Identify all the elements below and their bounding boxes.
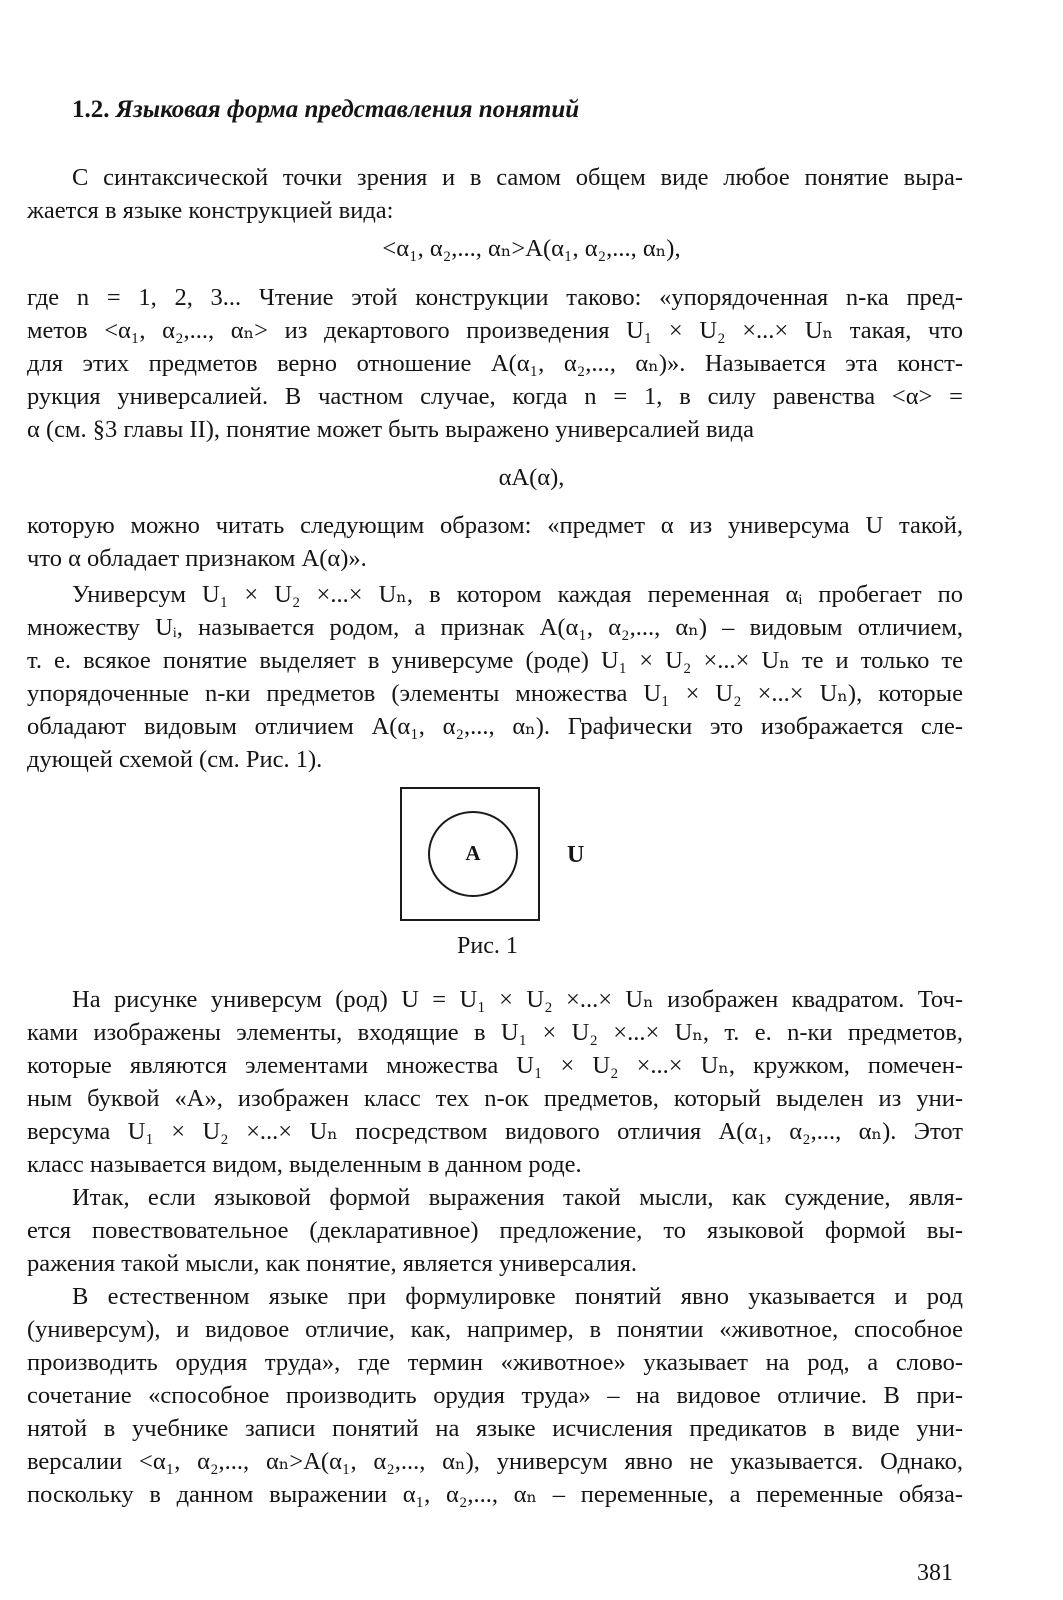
text-line: т. е. всякое понятие выделяет в универсуме (роде) U₁ × U₂ ×...× Uₙ те и только те — [27, 647, 963, 674]
text-line: В естественном языке при формулировке понятий явно указывается и род — [72, 1283, 963, 1310]
text-line: версалии <α₁, α₂,..., αₙ>A(α₁, α₂,..., αₙ), универсум явно не указывается. Однако, — [27, 1448, 963, 1475]
page-number: 381 — [917, 1560, 953, 1586]
text-line: рукция универсалией. В частном случае, когда n = 1, в силу равенства <α> = — [27, 383, 963, 410]
text-line: класс называется видом, выделенным в данном роде. — [27, 1151, 582, 1178]
text-line: (универсум), и видовое отличие, как, например, в понятии «животное, способное — [27, 1316, 963, 1343]
text-line: производить орудия труда», где термин «животное» указывает на род, а слово- — [27, 1349, 963, 1376]
section-number: 1.2. — [72, 96, 110, 123]
text-line: метов <α₁, α₂,..., αₙ> из декартового произведения U₁ × U₂ ×...× Uₙ такая, что — [27, 317, 963, 344]
text-line: поскольку в данном выражении α₁, α₂,..., αₙ – переменные, а переменные обяза- — [27, 1481, 963, 1508]
formula-single: αA(α), — [498, 464, 565, 491]
text-line: где n = 1, 2, 3... Чтение этой конструкции таково: «упорядоченная n-ка пред- — [27, 284, 963, 311]
text-line: дующей схемой (см. Рис. 1). — [27, 746, 323, 773]
text-line: которые являются элементами множества U₁ × U₂ ×...× Uₙ, кружком, помечен- — [27, 1052, 963, 1079]
figure-universe-square — [400, 787, 540, 921]
text-line: обладают видовым отличием A(α₁, α₂,..., αₙ). Графически это изображается сле- — [27, 713, 963, 740]
text-line: что α обладает признаком A(α)». — [27, 545, 367, 572]
text-line: для этих предметов верно отношение A(α₁, α₂,..., αₙ)». Называется эта конст- — [27, 350, 963, 377]
section-heading — [72, 96, 579, 124]
text-line: С синтаксической точки зрения и в самом общем виде любое понятие выра- — [72, 164, 963, 191]
text-line: сочетание «способное производить орудия труда» – на видовое отличие. В при- — [27, 1382, 963, 1409]
text-line: упорядоченные n-ки предметов (элементы множества U₁ × U₂ ×...× Uₙ), которые — [27, 680, 963, 707]
text-line: Итак, если языковой формой выражения такой мысли, как суждение, явля- — [72, 1184, 963, 1211]
text-line: которую можно читать следующим образом: «предмет α из универсума U такой, — [27, 512, 963, 539]
text-line: множеству Uᵢ, называется родом, а признак A(α₁, α₂,..., αₙ) – видовым отличием, — [27, 614, 963, 641]
text-line: ками изображены элементы, входящие в U₁ × U₂ ×...× Uₙ, т. е. n-ки предметов, — [27, 1019, 963, 1046]
text-line: На рисунке универсум (род) U = U₁ × U₂ ×...× Uₙ изображен квадратом. Точ- — [72, 986, 963, 1013]
figure-square-label: U — [567, 842, 585, 868]
text-line: нятой в учебнике записи понятий на языке исчисления предикатов в виде уни- — [27, 1415, 963, 1442]
text-line: ным буквой «A», изображен класс тех n-ок предметов, который выделен из уни- — [27, 1085, 963, 1112]
formula-universal: <α₁, α₂,..., αₙ>A(α₁, α₂,..., αₙ), — [382, 235, 681, 262]
figure-circle-label: A — [465, 841, 481, 865]
text-line: α (см. §3 главы II), понятие может быть выражено универсалией вида — [27, 416, 754, 443]
figure-caption: Рис. 1 — [457, 933, 518, 959]
text-line: жается в языке конструкцией вида: — [27, 197, 394, 224]
text-line: версума U₁ × U₂ ×...× Uₙ посредством видового отличия A(α₁, α₂,..., αₙ). Этот — [27, 1118, 963, 1145]
figure-class-circle — [428, 811, 518, 897]
text-line: Универсум U₁ × U₂ ×...× Uₙ, в котором каждая переменная αᵢ пробегает по — [72, 581, 963, 608]
text-line: ражения такой мысли, как понятие, является универсалия. — [27, 1250, 637, 1277]
section-title: Языковая форма представления понятий — [115, 96, 580, 123]
text-line: ется повествовательное (декларативное) предложение, то языковой формой вы- — [27, 1217, 963, 1244]
